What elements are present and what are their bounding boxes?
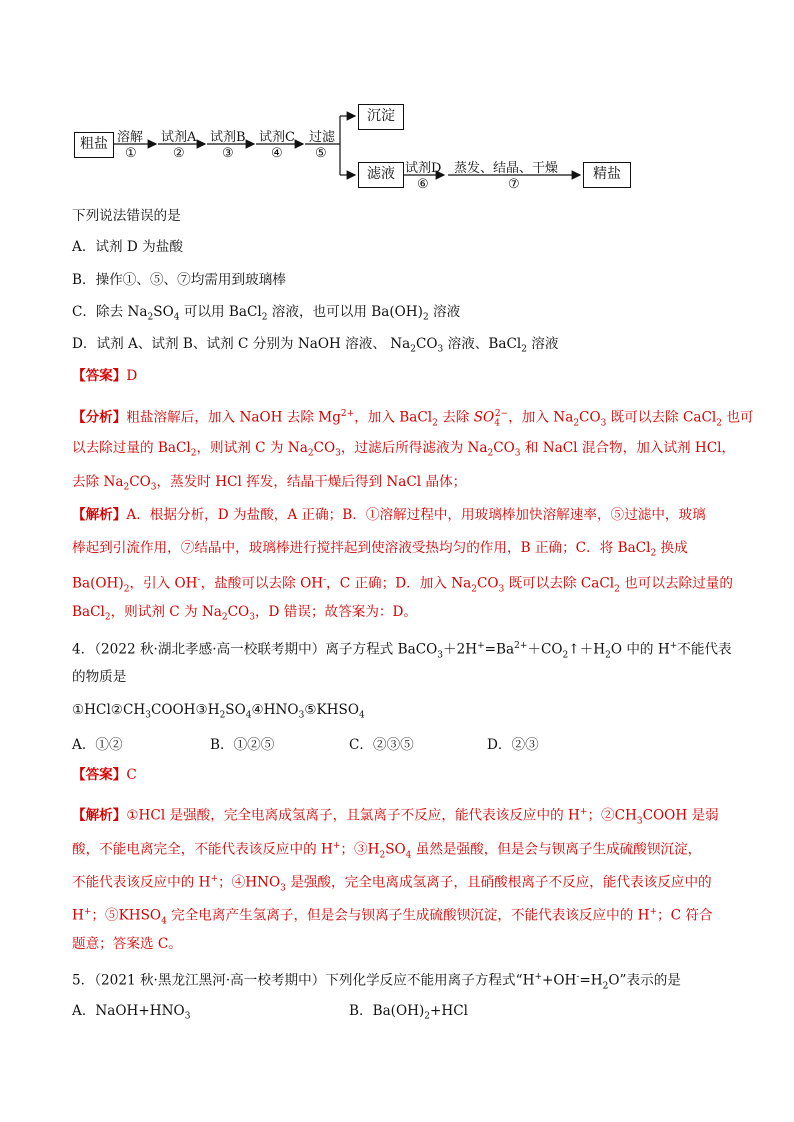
q5-option-b: B．$Ba(OH)_2+HCl$ xyxy=(349,1003,469,1022)
step-4-label: 试剂C xyxy=(259,130,295,145)
step-1-label: 溶解 xyxy=(117,130,144,145)
filtrate-box: 滤液 xyxy=(358,162,404,188)
q3-option-b: B．操作①、⑤、⑦均需用到玻璃棒 xyxy=(72,272,286,288)
q3-option-c: C．除去 $Na_2SO_4$ 可以用 BaCl$_2$ 溶液，也可以用 $Ba(OH)_2$ 溶液 xyxy=(72,304,461,323)
q4-option-a: A．①② xyxy=(72,737,123,753)
step-3-number: ③ xyxy=(222,146,234,161)
step-7-label: 蒸发、结晶、干燥 xyxy=(454,161,559,176)
step-1-number: ① xyxy=(125,146,137,161)
refined-salt-box: 精盐 xyxy=(583,162,631,188)
q3-analysis-line-3: 去除 $Na_2CO_3$，蒸发时 HCl 挥发，结晶干燥后得到 NaCl 晶体； xyxy=(72,474,467,493)
q3-option-d: D．试剂 A、试剂 B、试剂 C 分别为 NaOH 溶液、 $Na_2CO_3$ 溶液、BaCl$_2$ 溶液 xyxy=(72,336,559,355)
precipitate-box: 沉淀 xyxy=(358,104,404,130)
q3-analysis-line-2: 以去除过量的 BaCl$_2$，则试剂 C 为 $Na_2CO_3$，过滤后所得滤液为 $Na_2CO_3$ 和 NaCl 混合物，加入试剂 HCl， xyxy=(72,440,736,459)
q4-solution-line-5: 题意；答案选 C。 xyxy=(72,936,182,952)
q4-answer: 【答案】C xyxy=(72,767,137,783)
q4-option-b: B．①②⑤ xyxy=(210,737,275,753)
flowchart-arrows xyxy=(72,100,632,190)
step-5-number: ⑤ xyxy=(315,146,327,161)
q4-solution-line-1: 【解析】①HCl 是强酸，完全电离成氢离子，且氯离子不反应，能代表该反应中的 H+；$②CH_3COOH$ 是弱 xyxy=(72,807,719,827)
q3-answer: 【答案】D xyxy=(72,368,138,384)
q4-solution-line-4: H+；$⑤KHSO_4$ 完全电离产生氢离子，但是会与钡离子生成硫酸钡沉淀，不能代表该反应中的 H+；C 符合 xyxy=(72,907,713,927)
step-5-label: 过滤 xyxy=(309,130,336,145)
q3-solution-line-1: 【解析】A．根据分析，D 为盐酸，A 正确；B．①溶解过程中，用玻璃棒加快溶解速率，⑤过滤中，玻璃 xyxy=(72,507,706,523)
q3-solution-line-4: BaCl$_2$，则试剂 C 为 $Na_2CO_3$，D 错误；故答案为：D。 xyxy=(72,604,417,623)
q3-analysis-line-1: 【分析】粗盐溶解后，加入 NaOH 去除 $Mg^{2+}$，加入 BaCl$_2$ 去除 $SO_4^{2-}$，加入 $Na_2CO_3$ 既可以去除 CaCl$_2$ 也可 xyxy=(72,409,754,429)
step-4-number: ④ xyxy=(271,146,283,161)
q4-option-c: C．②③⑤ xyxy=(349,737,414,753)
q4-solution-line-2: 酸，不能电离完全，不能代表该反应中的 H+；$③H_2SO_4$ 虽然是强酸，但是会与钡离子生成硫酸钡沉淀， xyxy=(72,841,702,861)
step-2-label: 试剂A xyxy=(161,130,197,145)
q4-option-d: D．②③ xyxy=(487,737,539,753)
q3-solution-line-2: 棒起到引流作用，⑦结晶中，玻璃棒进行搅拌起到使溶液受热均匀的作用，B 正确；C．将 BaCl$_2$ 换成 xyxy=(72,540,688,559)
q5-option-a: A．$NaOH+HNO_3$ xyxy=(72,1003,191,1022)
q3-stem: 下列说法错误的是 xyxy=(72,208,181,224)
step-6-label: 试剂D xyxy=(405,161,442,176)
step-3-label: 试剂B xyxy=(210,130,246,145)
step-2-number: ② xyxy=(173,146,185,161)
step-6-number: ⑥ xyxy=(417,177,429,192)
q3-solution-line-3: $Ba(OH)_2$，引入 OH-，盐酸可以去除 OH-，C 正确；D．加入 $Na_2CO_3$ 既可以去除 CaCl$_2$ 也可以去除过量的 xyxy=(72,575,733,595)
salt-purification-flowchart xyxy=(72,100,632,190)
q4-stem-line-1: 4．（2022 秋·湖北孝感·高一校联考期中）离子方程式 $BaCO_3+2H^+=Ba^{2+}+CO_2↑+H_2O$ 中的 H+不能代表 xyxy=(72,641,732,661)
q3-option-a: A．试剂 D 为盐酸 xyxy=(72,239,183,255)
q4-solution-line-3: 不能代表该反应中的 H+；$④HNO_3$ 是强酸，完全电离成氢离子，且硝酸根离子不反应，能代表该反应中的 xyxy=(72,874,712,894)
step-7-number: ⑦ xyxy=(508,177,520,192)
q4-substance-list: $①HCl②CH_3COOH③H_2SO_4④HNO_3⑤KHSO_4$ xyxy=(72,702,365,721)
crude-salt-box: 粗盐 xyxy=(74,132,114,158)
q4-stem-line-2: 的物质是 xyxy=(72,669,127,685)
q5-stem: 5．（2021 秋·黑龙江黑河·高一校考期中）下列化学反应不能用离子方程式“$H^++OH^-=H_2O$”表示的是 xyxy=(72,972,681,992)
